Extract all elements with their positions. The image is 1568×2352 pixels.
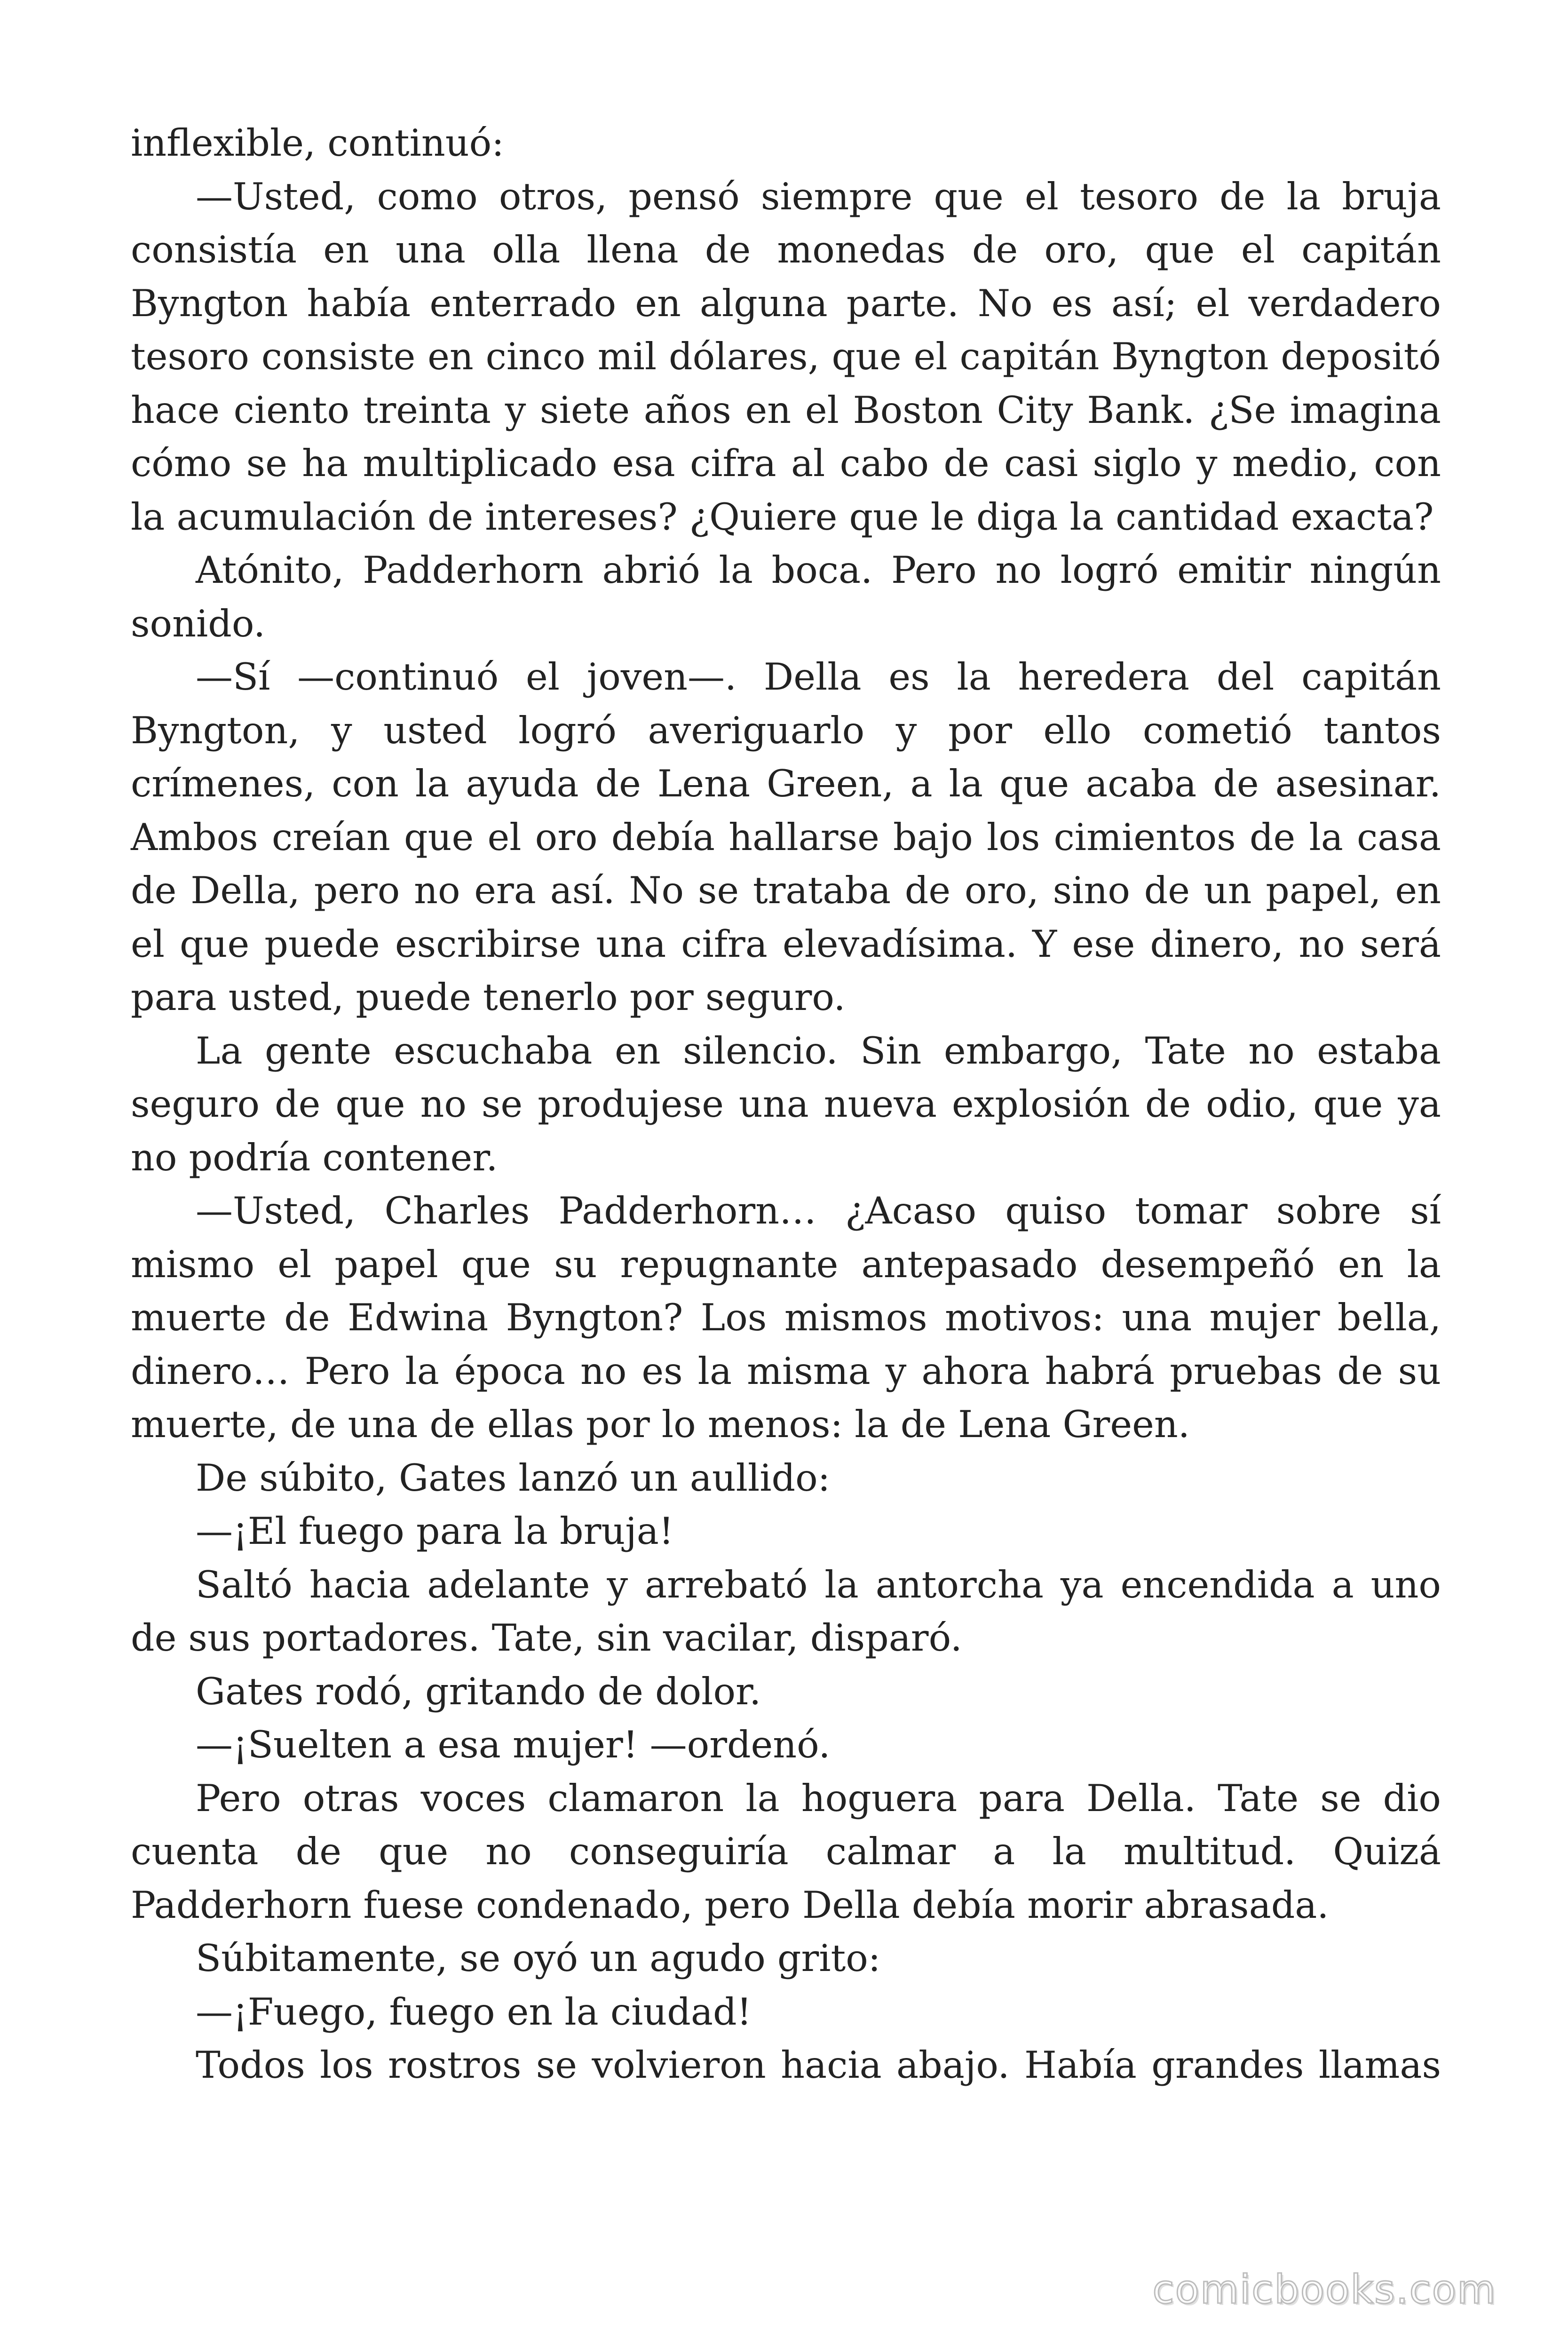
paragraph: —¡Fuego, fuego en la ciudad! <box>196 1990 752 2034</box>
watermark-logo: comicbooks.com <box>1152 2266 1497 2312</box>
body-text <box>131 117 1441 2092</box>
paragraph: —Usted, Charles Padderhorn… ¿Acaso quiso tomar sobre sí mismo el papel que su repugnante antepasado desempeñó en la muerte de Edwina Byngton? Los mismos motivos: una mujer bella, dinero… Pero la época no es la misma y ahora habrá pruebas de su muerte, de una de ellas por lo menos: la de Lena Green. <box>131 1189 1441 1446</box>
paragraph: —Usted, como otros, pensó siempre que el tesoro de la bruja consistía en una olla llena de monedas de oro, que el capitán Byngton había enterrado en alguna parte. No es así; el verdadero tesoro consiste en cinco mil dólares, que el capitán Byngton depositó hace ciento treinta y siete años en el Boston City Bank. ¿Se imagina cómo se ha multiplicado esa cifra al cabo de casi siglo y medio, con la acumulación de intereses? ¿Quiere que le diga la cantidad exacta? <box>131 175 1441 539</box>
paragraph: inflexible, continuó: <box>131 121 504 165</box>
paragraph: De súbito, Gates lanzó un aullido: <box>196 1456 831 1500</box>
paragraph: —¡El fuego para la bruja! <box>196 1510 674 1553</box>
paragraph: Saltó hacia adelante y arrebató la antorcha ya encendida a uno de sus portadores. Tate, sin vacilar, disparó. <box>131 1563 1441 1660</box>
paragraph: Gates rodó, gritando de dolor. <box>196 1669 761 1713</box>
paragraph-continued: Todos los rostros se volvieron hacia abajo. Había grandes llamas <box>196 2043 1441 2087</box>
paragraph: Pero otras voces clamaron la hoguera para Della. Tate se dio cuenta de que no conseguiría calmar a la multitud. Quizá Padderhorn fuese condenado, pero Della debía morir abrasada. <box>131 1776 1441 1927</box>
paragraph: —¡Suelten a esa mujer! —ordenó. <box>196 1723 831 1766</box>
paragraph: Súbitamente, se oyó un agudo grito: <box>196 1937 881 1980</box>
paragraph: Atónito, Padderhorn abrió la boca. Pero no logró emitir ningún sonido. <box>131 548 1441 645</box>
paragraph: —Sí —continuó el joven—. Della es la heredera del capitán Byngton, y usted logró averiguarlo y por ello cometió tantos crímenes, con la ayuda de Lena Green, a la que acaba de asesinar. Ambos creían que el oro debía hallarse bajo los cimientos de la casa de Della, pero no era así. No se trataba de oro, sino de un papel, en el que puede escribirse una cifra elevadísima. Y ese dinero, no será para usted, puede tenerlo por seguro. <box>131 655 1441 1019</box>
paragraph: La gente escuchaba en silencio. Sin embargo, Tate no estaba seguro de que no se produjese una nueva explosión de odio, que ya no podría contener. <box>131 1029 1441 1179</box>
